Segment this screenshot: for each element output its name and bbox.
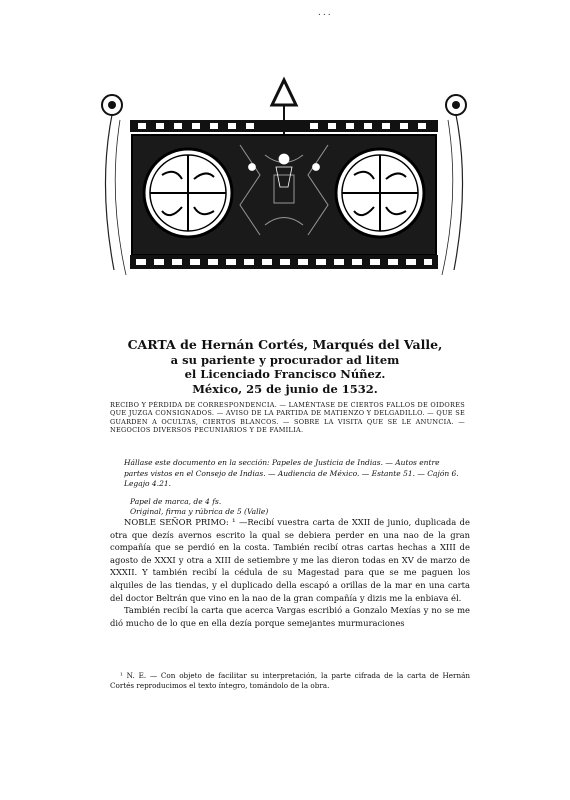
source-line-2: partes vistos en el Consejo de Indias. — Audiencia de México. — Estante 51. — Cajón 6. [124, 468, 459, 478]
source-note [124, 458, 464, 490]
title-line-1: CARTA de Hernán Cortés, Marqués del Valle, [127, 337, 443, 352]
paper-description [130, 497, 268, 517]
meta-line-1: Papel de marca, de 4 fs. [130, 497, 222, 506]
title-line-4: México, 25 de junio de 1532. [192, 381, 378, 396]
summary-paragraph: RECIBO Y PÉRDIDA DE CORRESPONDENCIA. — LAMÉNTASE DE CIERTOS FALLOS DE OIDORES QUE JUZGA CONSIGNADOS. — AVISO DE LA PARTIDA DE MATIENZO Y DELGADILLO. — QUE SE GUARDEN A OCULTAS, CIERTOS BLANCOS. — SOBRE LA VISITA QUE SE LE ANUNCIA. — NEGOCIOS DIVERSOS PECUNIARIOS Y DE FAMILIA. [110, 401, 465, 434]
page-mark: ... [318, 8, 333, 18]
letter-body [110, 516, 470, 629]
footnote-text: ¹ N. E. — Con objeto de facilitar su interpretación, la parte cifrada de la carta de Hernán Cortés reproducimos el texto íntegro, tomándolo de la obra. [110, 671, 470, 690]
source-line-1: Hállase este documento en la sección: Papeles de Justicia de Indias. — Autos entre [124, 458, 440, 467]
title-line-2: a su pariente y procurador ad litem [170, 352, 400, 367]
body-paragraph-1: NOBLE SEÑOR PRIMO: ¹ —Recibí vuestra carta de XXII de junio, duplicada de otra que dezís avernos escrito la qual se debiera perder en una nao de la gran compañía que se perdió en la costa. También recibí otras cartas hechas a XIII de agosto de XXXI y otra a XIII de setiembre y me las dieron todas en XV de marzo de XXXII. Y también recibí la cédula de su Magestad para que se me paguen los alquiles de las tiendas, y el duplicado della escapó a orillas de la mar en una carta del doctor Beltrán que vino en la nao de la gran compañía y dizis me la enbiava él. [110, 517, 470, 603]
document-title [0, 338, 570, 396]
body-paragraph-2: También recibí la carta que acerca Vargas escribió a Gonzalo Mexías y no se me dió mucho de lo que en ella dezía porque semejantes murmuraciones [110, 605, 470, 628]
meta-line-2: Original, firma y rúbrica de 5 (Valle) [130, 507, 269, 516]
codex-glyph-illustration-icon [90, 75, 478, 275]
footnote [110, 671, 470, 690]
source-line-3: Legajo 4.21. [124, 479, 171, 488]
title-line-3: el Licenciado Francisco Núñez. [184, 367, 386, 381]
